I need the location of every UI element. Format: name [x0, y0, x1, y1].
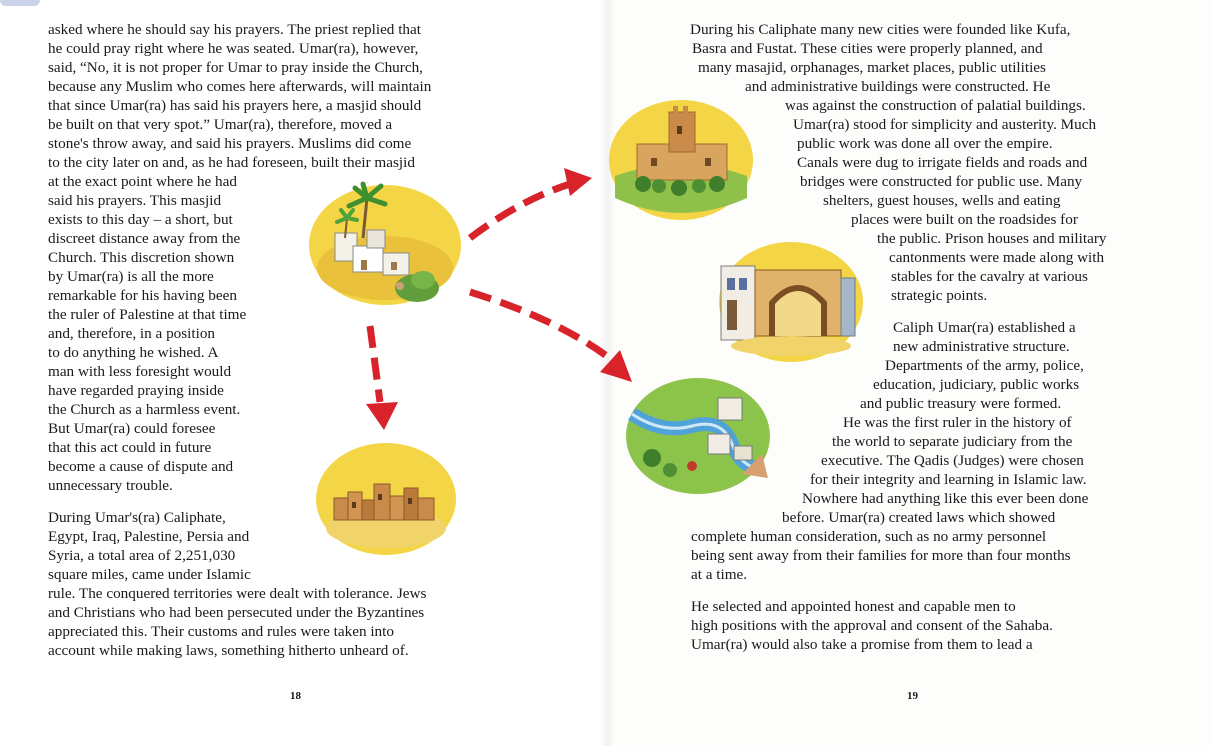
text-line: He selected and appointed honest and capable men to	[691, 598, 1016, 615]
palm-town-illustration	[305, 178, 465, 308]
text-line: stables for the cavalry at various	[891, 268, 1088, 285]
text-line: Nowhere had anything like this ever been done	[802, 490, 1089, 507]
text-line: Egypt, Iraq, Palestine, Persia and	[48, 528, 250, 545]
canal-illustration	[622, 374, 774, 498]
text-line: to do anything he wished. A	[48, 344, 219, 361]
text-line: that this act could in future	[48, 439, 212, 456]
text-line: remarkable for his having been	[48, 287, 237, 304]
desert-city-illustration	[314, 440, 458, 558]
text-line: was against the construction of palatial buildings.	[785, 97, 1086, 114]
text-line: the public. Prison houses and military	[877, 230, 1107, 247]
archway-illustration	[713, 238, 869, 364]
text-line: rule. The conquered territories were dealt with tolerance. Jews	[48, 585, 427, 602]
corner-decoration	[0, 0, 40, 6]
text-line: be built on that very spot.” Umar(ra), therefore, moved a	[48, 116, 393, 133]
text-line: many masajid, orphanages, market places, public utilities	[698, 59, 1046, 76]
text-line: being sent away from their families for more than four months	[691, 547, 1071, 564]
text-line: and Christians who had been persecuted under the Byzantines	[48, 604, 425, 621]
text-line: During Umar's(ra) Caliphate,	[48, 509, 226, 526]
text-line: Church. This discretion shown	[48, 249, 235, 266]
text-line: unnecessary trouble.	[48, 477, 173, 494]
text-line: square miles, came under Islamic	[48, 566, 251, 583]
page-number: 18	[290, 690, 301, 702]
text-line: at the exact point where he had	[48, 173, 237, 190]
text-line: high positions with the approval and consent of the Sahaba.	[691, 617, 1053, 634]
text-line: public work was done all over the empire.	[797, 135, 1053, 152]
text-line: and public treasury were formed.	[860, 395, 1062, 412]
text-line: exists to this day – a short, but	[48, 211, 233, 228]
text-line: strategic points.	[891, 287, 988, 304]
text-line: shelters, guest houses, wells and eating	[823, 192, 1061, 209]
text-line: Caliph Umar(ra) established a	[893, 319, 1076, 336]
text-line: account while making laws, something hitherto unheard of.	[48, 642, 409, 659]
text-line: executive. The Qadis (Judges) were chosen	[821, 452, 1084, 469]
text-line: bridges were constructed for public use. Many	[800, 173, 1083, 190]
text-line: have regarded praying inside	[48, 382, 224, 399]
text-line: During his Caliphate many new cities were founded like Kufa,	[690, 21, 1071, 38]
text-line: appreciated this. Their customs and rules were taken into	[48, 623, 394, 640]
text-line: the ruler of Palestine at that time	[48, 306, 247, 323]
text-line: cantonments were made along with	[889, 249, 1105, 266]
text-line: Departments of the army, police,	[885, 357, 1084, 374]
text-line: discreet distance away from the	[48, 230, 241, 247]
text-line: because any Muslim who comes here afterwards, will maintain	[48, 78, 432, 95]
text-line: to the city later on and, as he had foreseen, built their masjid	[48, 154, 415, 171]
text-line: become a cause of dispute and	[48, 458, 234, 475]
text-line: said, “No, it is not proper for Umar to pray inside the Church,	[48, 59, 423, 76]
fortress-illustration	[607, 98, 755, 222]
text-line: education, judiciary, public works	[873, 376, 1080, 393]
text-line: He was the first ruler in the history of	[843, 414, 1072, 431]
text-line: for their integrity and learning in Islamic law.	[810, 471, 1087, 488]
text-line: complete human consideration, such as no army personnel	[691, 528, 1047, 545]
text-line: at a time.	[691, 566, 748, 583]
text-line: Umar(ra) stood for simplicity and austerity. Much	[793, 116, 1097, 133]
text-line: the Church as a harmless event.	[48, 401, 241, 418]
text-line: man with less foresight would	[48, 363, 232, 380]
text-line: that since Umar(ra) has said his prayers here, a masjid should	[48, 97, 422, 114]
text-line: stone's throw away, and said his prayers. Muslims did come	[48, 135, 412, 152]
text-line: Basra and Fustat. These cities were properly planned, and	[692, 40, 1043, 57]
text-line: Syria, a total area of 2,251,030	[48, 547, 236, 564]
text-line: and, therefore, in a position	[48, 325, 216, 342]
text-line: by Umar(ra) is all the more	[48, 268, 214, 285]
text-line: said his prayers. This masjid	[48, 192, 222, 209]
text-line: Umar(ra) would also take a promise from them to lead a	[691, 636, 1033, 653]
text-line: before. Umar(ra) created laws which showed	[782, 509, 1056, 526]
page-number: 19	[907, 690, 918, 702]
text-line: asked where he should say his prayers. The priest replied that	[48, 21, 421, 38]
text-line: and administrative buildings were constructed. He	[745, 78, 1051, 95]
text-line: the world to separate judiciary from the	[832, 433, 1073, 450]
text-line: new administrative structure.	[893, 338, 1070, 355]
text-line: he could pray right where he was seated. Umar(ra), however,	[48, 40, 419, 57]
text-line: Canals were dug to irrigate fields and roads and	[797, 154, 1088, 171]
text-line: But Umar(ra) could foresee	[48, 420, 216, 437]
text-line: places were built on the roadsides for	[851, 211, 1078, 228]
